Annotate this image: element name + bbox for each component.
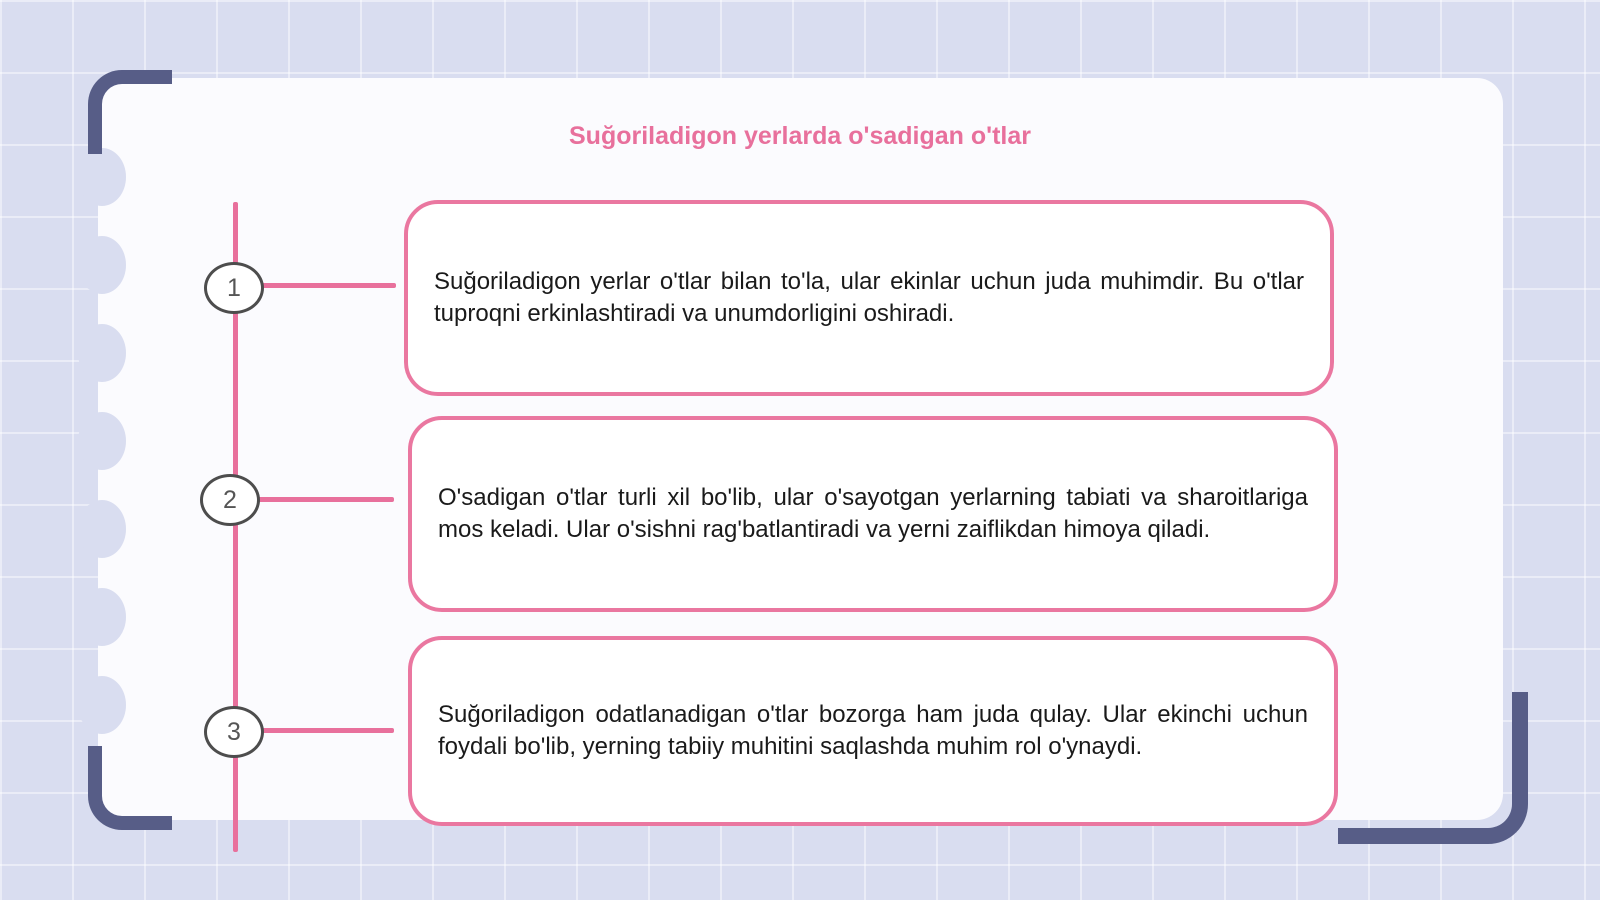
notebook-scallop bbox=[78, 676, 126, 734]
timeline-connector bbox=[262, 283, 396, 288]
step-card bbox=[408, 636, 1338, 826]
frame-corner-top-left bbox=[88, 70, 172, 154]
frame-corner-bottom-right bbox=[1338, 692, 1528, 844]
notebook-scallop bbox=[78, 412, 126, 470]
step-number: 3 bbox=[227, 717, 241, 746]
step-text: Suğoriladigon yerlar o'tlar bilan to'la, ular ekinlar uchun juda muhimdir. Bu o'tlar tuproqni erkinlashtiradi va unumdorligini oshiradi. bbox=[434, 268, 1304, 327]
step-number: 2 bbox=[223, 485, 237, 514]
step-number-badge bbox=[204, 706, 264, 758]
step-text: O'sadigan o'tlar turli xil bo'lib, ular o'sayotgan yerlarning tabiati va sharoitlariga mos keladi. Ular o'sishni rag'batlantiradi va yerni zaiflikdan himoya qiladi. bbox=[438, 484, 1308, 543]
step-text: Suğoriladigon odatlanadigan o'tlar bozorga ham juda qulay. Ular ekinchi uchun foydali bo'lib, yerning tabiiy muhitini saqlashda muhim rol o'ynaydi. bbox=[438, 701, 1308, 760]
notebook-scallop bbox=[78, 500, 126, 558]
slide-title: Suğoriladigon yerlarda o'sadigan o'tlar bbox=[569, 122, 1031, 150]
step-number: 1 bbox=[227, 273, 241, 302]
notebook-scallop bbox=[78, 324, 126, 382]
frame-corner-bottom-left bbox=[88, 746, 172, 830]
notebook-scallop bbox=[78, 588, 126, 646]
timeline-connector bbox=[262, 728, 394, 733]
step-number-badge bbox=[204, 262, 264, 314]
step-card bbox=[404, 200, 1334, 396]
step-card bbox=[408, 416, 1338, 612]
notebook-scallop bbox=[78, 148, 126, 206]
step-number-badge bbox=[200, 474, 260, 526]
timeline-connector bbox=[258, 497, 394, 502]
notebook-scallop bbox=[78, 236, 126, 294]
